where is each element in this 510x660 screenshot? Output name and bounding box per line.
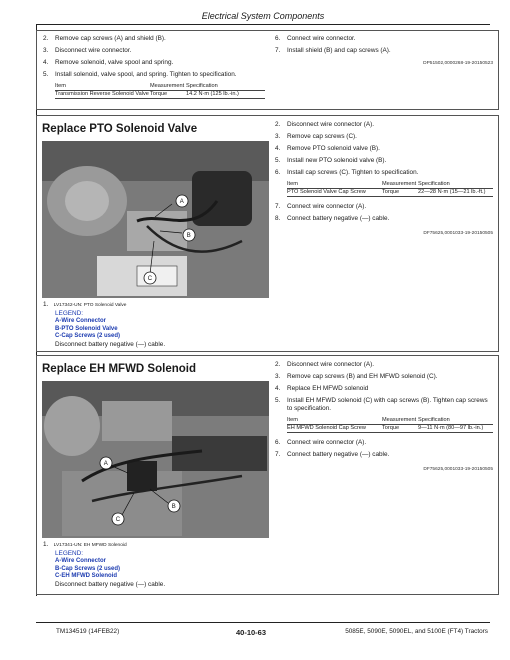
s3-step: 2. Disconnect wire connector (A). <box>275 361 375 368</box>
s2-steps <box>275 121 493 237</box>
s3-step: 3. Remove cap screws (B) and EH MFWD solenoid (C). <box>275 373 438 380</box>
s3-step: 4. Replace EH MFWD solenoid <box>275 385 369 392</box>
callout-b-label: B <box>171 504 176 511</box>
s2-step: 3. Remove cap screws (C). <box>275 133 357 140</box>
page-header: Electrical System Components <box>201 11 325 21</box>
s1-step: 3. Disconnect wire connector. <box>43 47 132 54</box>
s3-steps <box>275 361 493 473</box>
s1-step: 4. Remove solenoid, valve spool and spring. <box>43 59 174 66</box>
s3-photo <box>42 381 269 538</box>
s2-spec-table: Item Measurement Specification PTO Solenoid Valve Cap Screw Torque 22—28 N·m (15—21 lb.-ft.) <box>287 181 493 197</box>
s1-step: 2. Remove cap screws (A) and shield (B). <box>43 35 166 42</box>
callout-a-label: A <box>103 461 108 468</box>
s2-title: Replace PTO Solenoid Valve <box>42 123 198 135</box>
callout-c-label: C <box>147 276 153 283</box>
callout-a-label: A <box>179 199 184 206</box>
callout-c-label: C <box>115 517 121 524</box>
section-mfwd-solenoid <box>36 355 499 595</box>
s2-photo <box>42 141 269 298</box>
s1-step: 7. Install shield (B) and cap screws (A). <box>275 47 391 54</box>
footer-rule <box>36 622 490 623</box>
footer-model: 5085E, 5090E, 5090EL, and 5100E (FT4) Tractors <box>345 628 488 635</box>
s3-step: 7. Connect battery negative (—) cable. <box>275 450 390 458</box>
s1-step: 6. Connect wire connector. <box>275 35 356 42</box>
s3-spec-table: Item Measurement Specification EH MFWD Solenoid Cap Screw Torque 9—11 N·m (80—97 lb.-in.) <box>287 417 493 433</box>
footer-doc-id: TM134519 (14FEB22) <box>56 628 120 635</box>
s1-spec-table: Item Measurement Specification Transmission Reverse Solenoid Valve Torque 14.2 N·m (125 lb.-in.) <box>55 83 265 99</box>
s2-step: 5. Install new PTO solenoid valve (B). <box>275 157 387 164</box>
s2-step: 6. Install cap screws (C). Tighten to specification. <box>275 169 419 176</box>
footer-page-number: 40-10-63 <box>236 628 267 637</box>
header-rule <box>36 24 490 25</box>
s3-caption: 1. LV17341-UN: EH MFWD Solenoid LEGEND: A-Wire Connector B-Cap Screws (2 used) C-EH MFWD Solenoid Disconnect battery negative (—) cable. <box>43 541 166 588</box>
s3-step: 6. Connect wire connector (A). <box>275 438 367 446</box>
s3-step: 5. Install EH MFWD solenoid (C) with cap screws (B). Tighten cap screws to specification. <box>275 397 488 412</box>
s1-right-column <box>275 35 493 67</box>
s2-caption: 1. LV17342-UN: PTO Solenoid Valve LEGEND: A-Wire Connector B-PTO Solenoid Valve C-Cap Screws (2 used) Disconnect battery negative (—) cable. <box>43 301 166 348</box>
callout-b-label: B <box>186 233 191 240</box>
s2-ref-code: DF75625,0001033-19-20150505 <box>423 230 493 236</box>
s2-step: 7. Connect wire connector (A). <box>275 202 367 210</box>
section-reverse-solenoid <box>36 30 499 110</box>
s1-left-column <box>43 35 265 105</box>
s3-ref-code: DF75625,0001033-19-20150505 <box>423 466 493 472</box>
s1-ref-code: DP51502,0000268-19-20150523 <box>423 61 493 66</box>
section-pto-solenoid <box>36 115 499 352</box>
s2-step: 2. Disconnect wire connector (A). <box>275 121 375 128</box>
s2-step: 8. Connect battery negative (—) cable. <box>275 214 390 222</box>
s2-step: 4. Remove PTO solenoid valve (B). <box>275 145 380 152</box>
s3-title: Replace EH MFWD Solenoid <box>42 363 196 375</box>
s1-step: 5. Install solenoid, valve spool, and spring. Tighten to specification. <box>43 71 237 78</box>
